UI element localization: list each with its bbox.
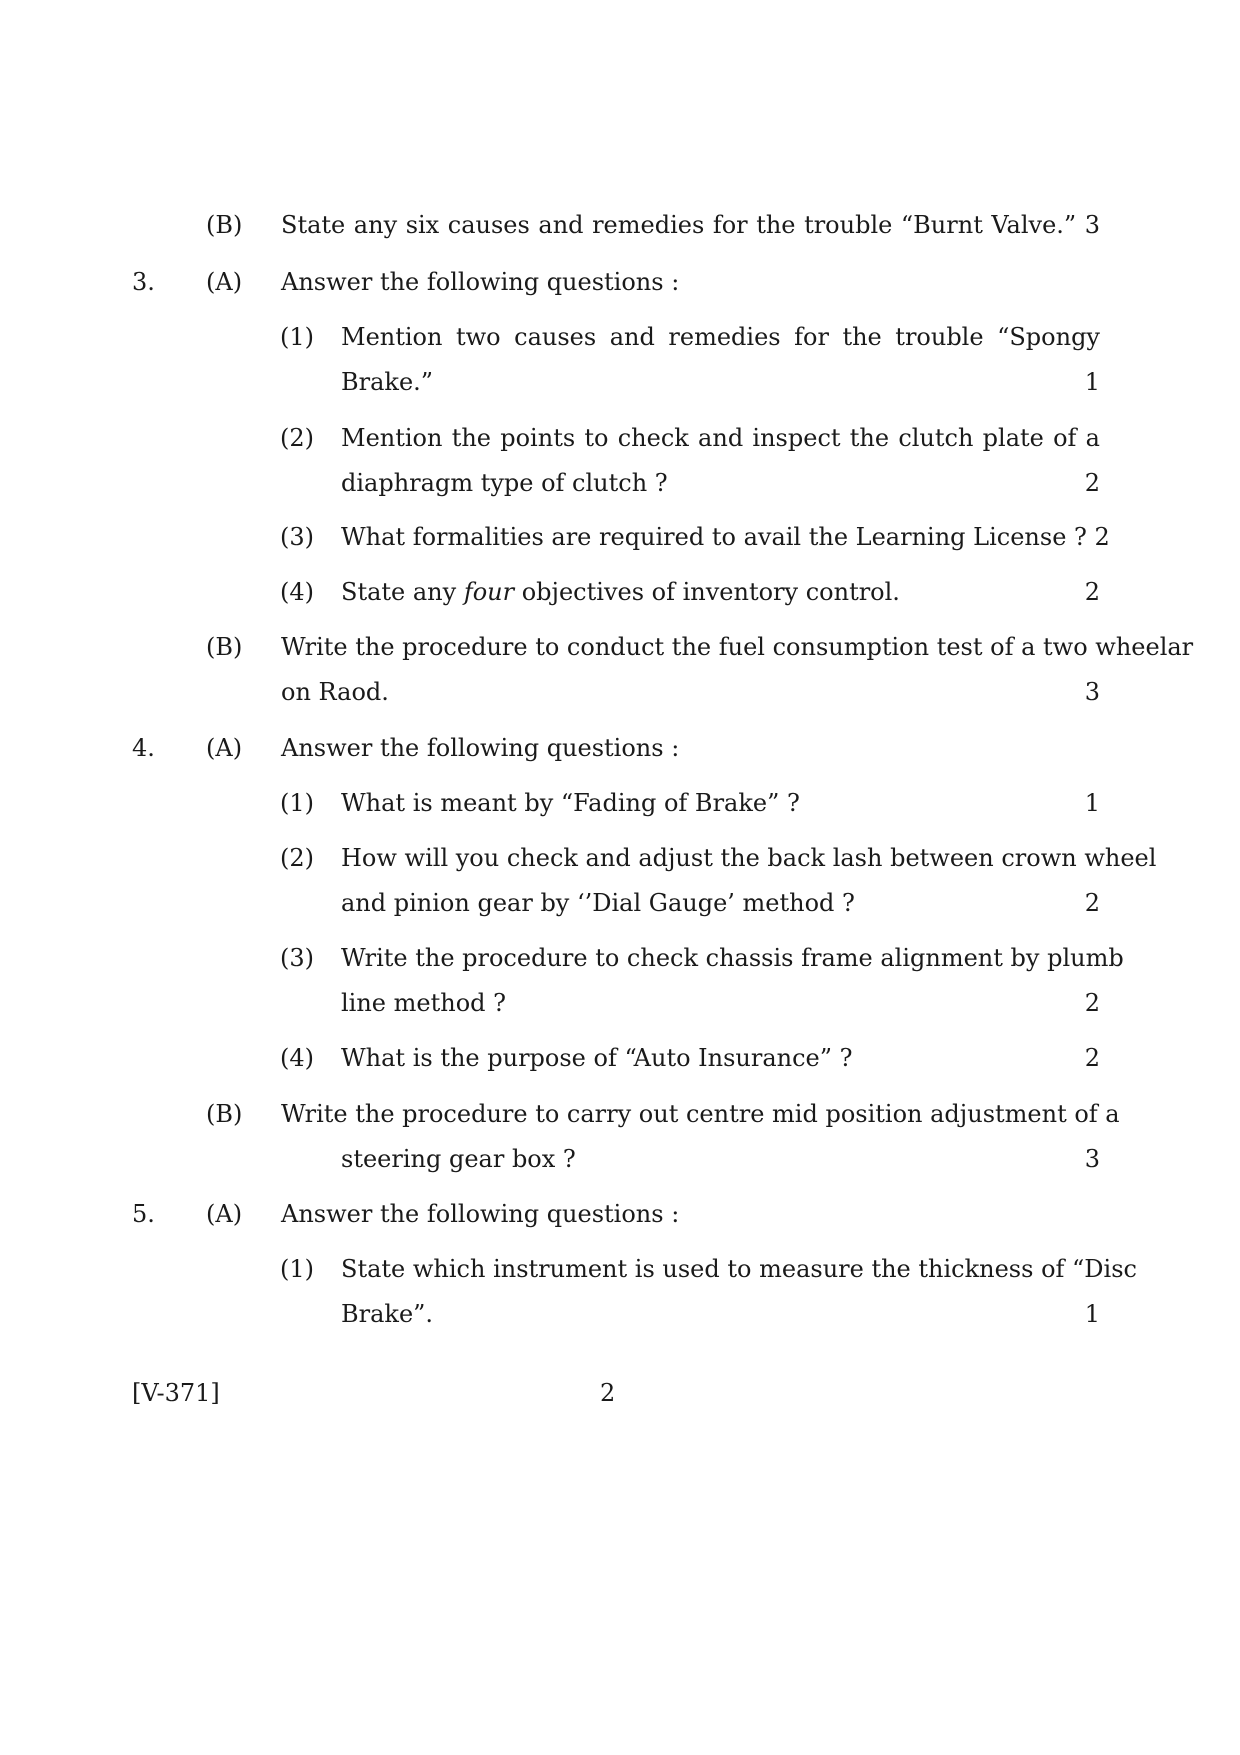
q5-part-a-label: (A) [206,1200,243,1228]
q5-number: 5. [132,1200,155,1228]
q4-sub1-marks: 1 [1084,789,1100,817]
q3-part-b-line1: Write the procedure to conduct the fuel consumption test of a two wheelar [281,633,1194,661]
q3-sub1-line1: Mention two causes and remedies for the trouble “Spongy [341,323,1100,351]
q4-sub1-text: What is meant by “Fading of Brake” ? [341,789,800,817]
q2-part-b-text: State any six causes and remedies for the trouble “Burnt Valve.” 3 [281,211,1100,239]
q4-sub1-number: (1) [280,789,314,817]
q3-part-a-text: Answer the following questions : [281,268,680,296]
q3-sub2-line2: diaphragm type of clutch ? [341,469,668,497]
q4-sub4-text: What is the purpose of “Auto Insurance” ? [341,1044,853,1072]
q3-number: 3. [132,268,155,296]
q3-sub4-marks: 2 [1084,578,1100,606]
q4-sub4-number: (4) [280,1044,314,1072]
q4-part-b-label: (B) [206,1100,243,1128]
q4-sub3-marks: 2 [1084,989,1100,1017]
q4-sub3-line2: line method ? [341,989,507,1017]
q4-number: 4. [132,734,155,762]
q3-part-b-line2: on Raod. [281,678,389,706]
q4-sub3-number: (3) [280,944,314,972]
q4-sub2-line2: and pinion gear by ‘’Dial Gauge’ method ? [341,889,855,917]
q4-sub4-marks: 2 [1084,1044,1100,1072]
q2-part-b-label: (B) [206,211,243,239]
q4-sub2-number: (2) [280,844,314,872]
q3-part-a-label: (A) [206,268,243,296]
q3-sub3-text: What formalities are required to avail the Learning License ? 2 [341,523,1110,551]
page-number: 2 [600,1379,616,1407]
q3-sub1-line2: Brake.” [341,368,434,396]
emphasis-four: four [463,578,515,606]
q4-sub2-marks: 2 [1084,889,1100,917]
q5-sub1-line1: State which instrument is used to measure the thickness of “Disc [341,1255,1137,1283]
q4-sub2-line1: How will you check and adjust the back lash between crown wheel [341,844,1157,872]
q3-sub4-text: State any four objectives of inventory control. [341,578,900,606]
q5-sub1-number: (1) [280,1255,314,1283]
q4-part-a-label: (A) [206,734,243,762]
q3-sub1-marks: 1 [1084,368,1100,396]
q5-part-a-text: Answer the following questions : [281,1200,680,1228]
q3-part-b-label: (B) [206,633,243,661]
q3-sub3-number: (3) [280,523,314,551]
q3-sub1-number: (1) [280,323,314,351]
q3-sub4-number: (4) [280,578,314,606]
q4-part-b-marks: 3 [1084,1145,1100,1173]
q3-sub2-line1: Mention the points to check and inspect the clutch plate of a [341,424,1100,452]
q4-part-a-text: Answer the following questions : [281,734,680,762]
q3-sub2-marks: 2 [1084,469,1100,497]
q3-part-b-marks: 3 [1084,678,1100,706]
q4-sub3-line1: Write the procedure to check chassis frame alignment by plumb [341,944,1124,972]
q5-sub1-line2: Brake”. [341,1300,434,1328]
q4-part-b-line1: Write the procedure to carry out centre mid position adjustment of a [281,1100,1120,1128]
q4-part-b-line2: steering gear box ? [341,1145,576,1173]
q5-sub1-marks: 1 [1084,1300,1100,1328]
paper-code: [V-371] [132,1379,220,1407]
q3-sub2-number: (2) [280,424,314,452]
